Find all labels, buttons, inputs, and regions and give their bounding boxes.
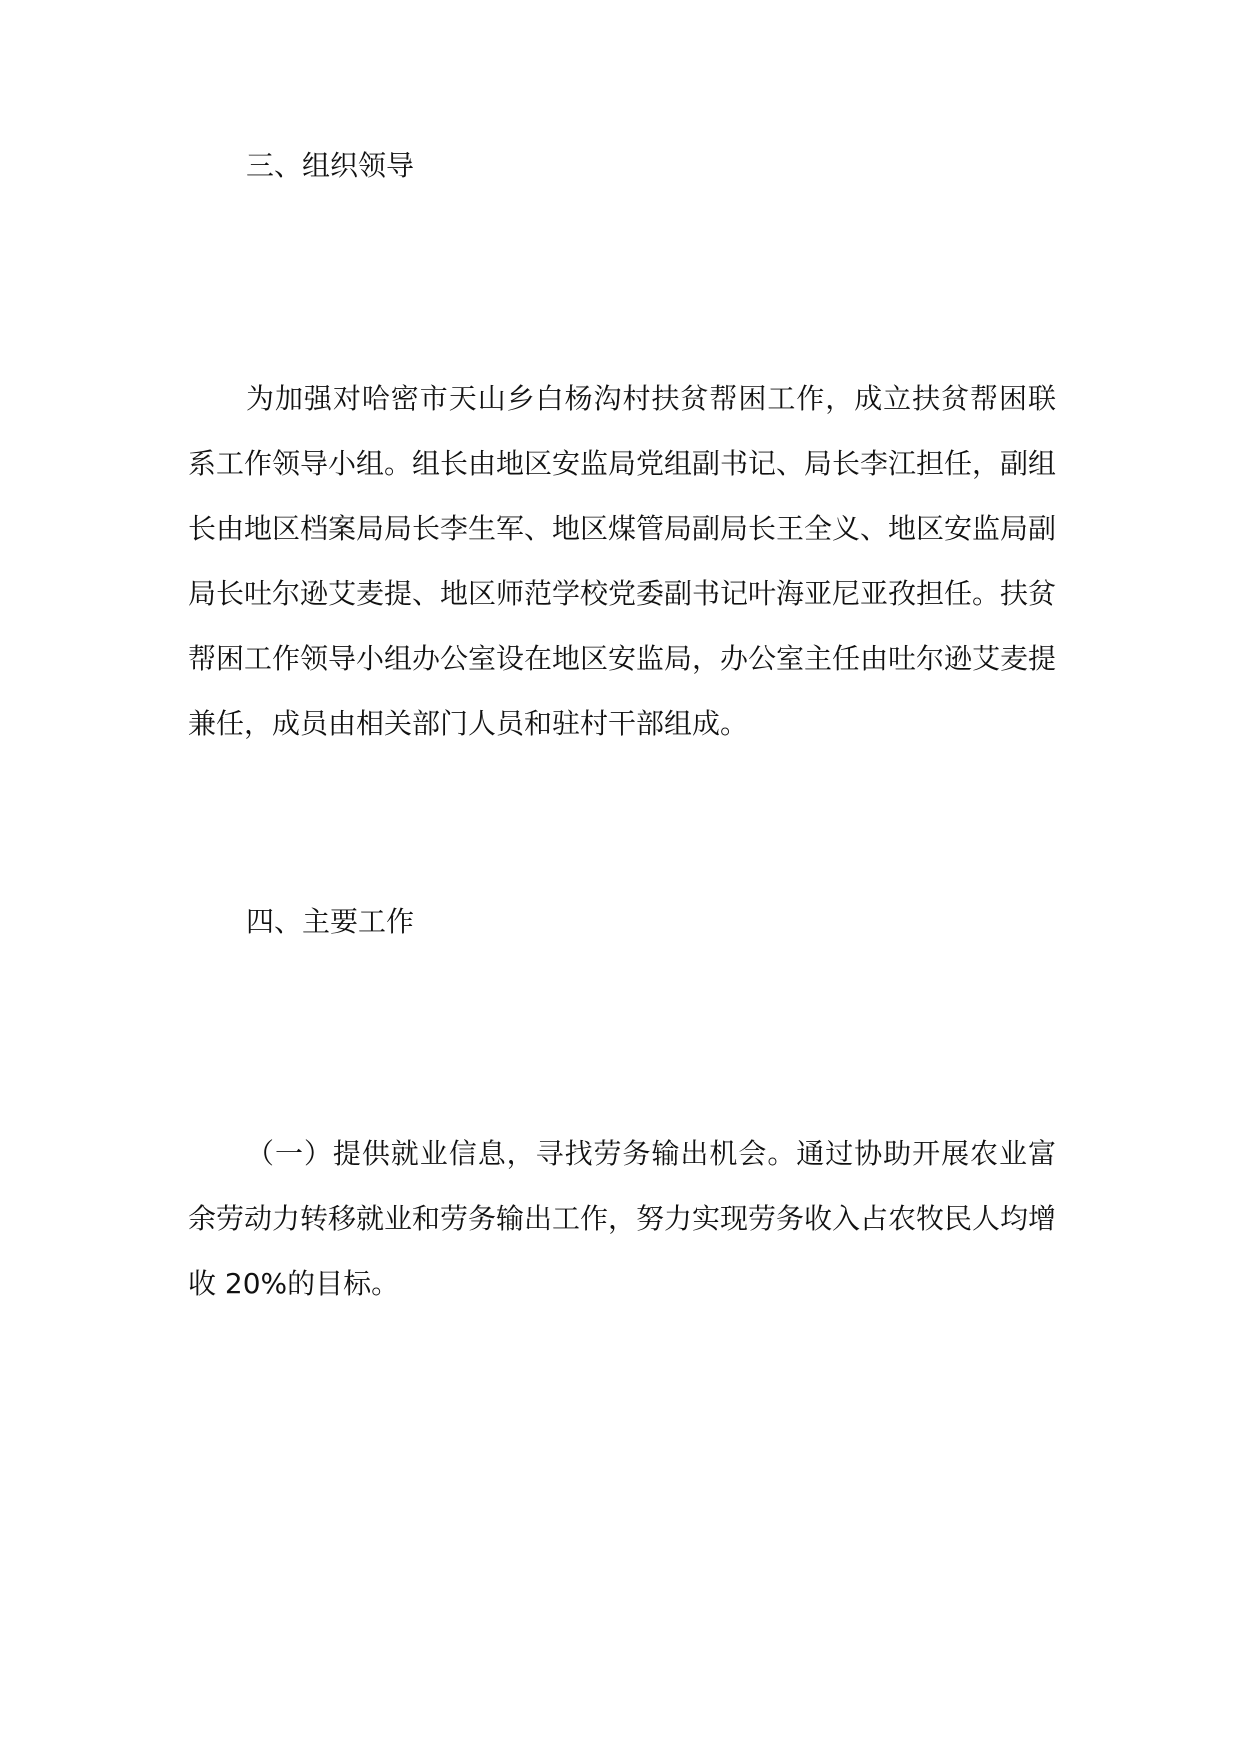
paragraph-employment-info: （一）提供就业信息，寻找劳务输出机会。通过协助开展农业富余劳动力转移就业和劳务输出工作，努力实现劳务收入占农牧民人均增收 20%的目标。 — [188, 1137, 1057, 1300]
paragraph-organization-leadership: 为加强对哈密市天山乡白杨沟村扶贫帮困工作，成立扶贫帮困联系工作领导小组。组长由地区安监局党组副书记、局长李江担任，副组长由地区档案局局长李生军、地区煤管局副局长王全义、地区安监局副局长吐尔逊艾麦提、地区师范学校党委副书记叶海亚尼亚孜担任。扶贫帮困工作领导小组办公室设在地区安监局，办公室主任由吐尔逊艾麦提兼任，成员由相关部门人员和驻村干部组成。 — [188, 382, 1057, 740]
section-heading-organization: 三、组织领导 — [246, 149, 415, 182]
section-heading-main-work: 四、主要工作 — [246, 905, 415, 938]
